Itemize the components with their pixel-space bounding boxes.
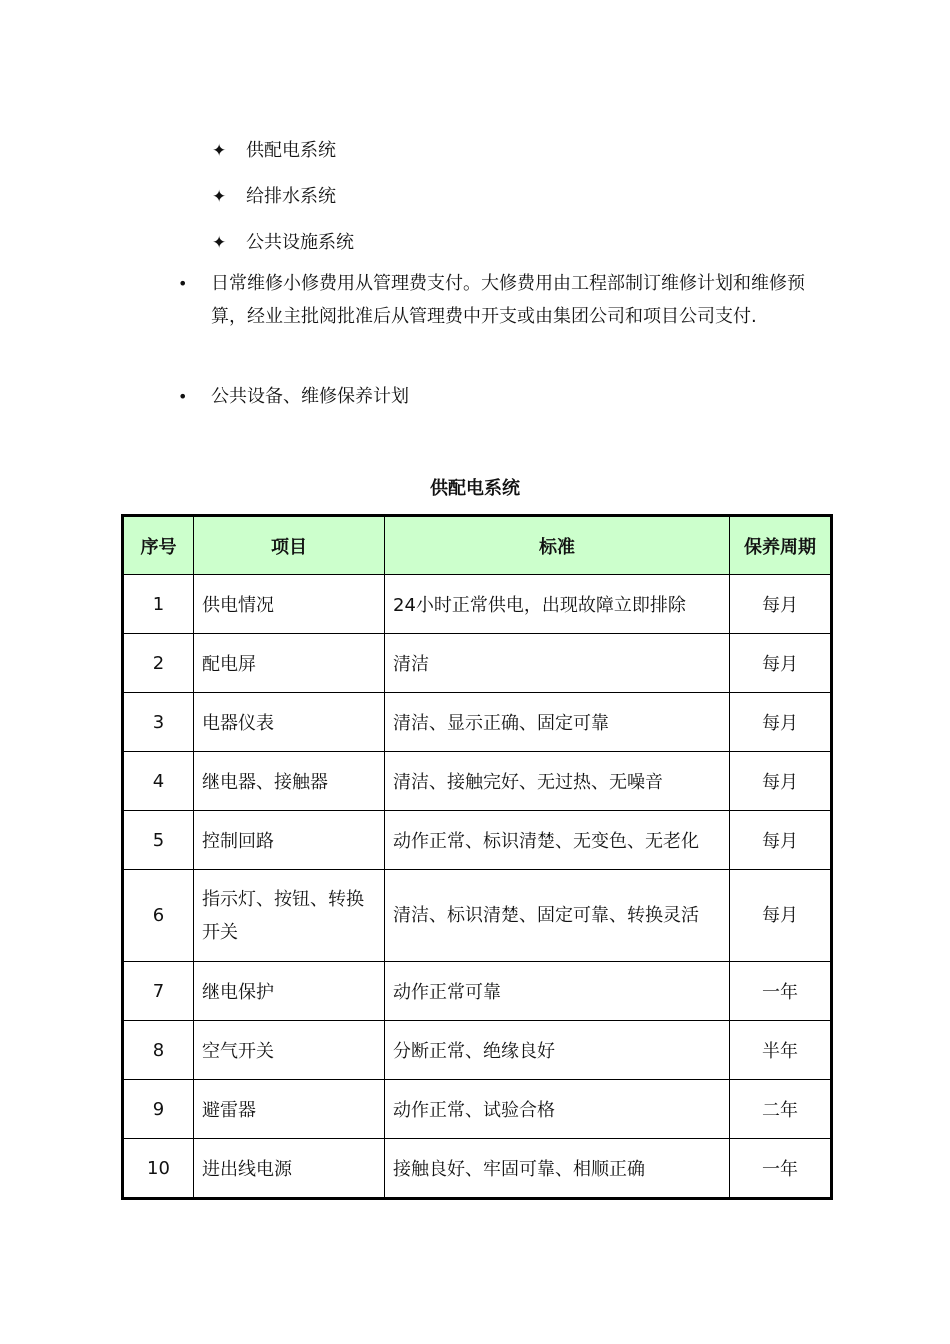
cell-standard: 动作正常、试验合格: [385, 1080, 730, 1139]
list-item: [212, 128, 354, 174]
cell-standard: 动作正常可靠: [385, 962, 730, 1021]
cell-cycle: 一年: [730, 1139, 832, 1199]
bullet-list: [178, 380, 818, 413]
cell-index: 6: [123, 870, 194, 962]
cell-index: 2: [123, 634, 194, 693]
star-bullet-icon: ✦: [212, 187, 227, 207]
paragraph: 公共设备、维修保养计划: [211, 386, 409, 407]
list-item-text: 供配电系统: [246, 140, 336, 161]
cell-standard: 清洁: [385, 634, 730, 693]
table-title: 供配电系统: [430, 478, 520, 499]
cell-item: 电器仪表: [194, 693, 385, 752]
cell-cycle: 每月: [730, 870, 832, 962]
cell-cycle: 每月: [730, 575, 832, 634]
table-header-row: [123, 516, 832, 575]
cell-standard: 动作正常、标识清楚、无变色、无老化: [385, 811, 730, 870]
cell-standard: 清洁、显示正确、固定可靠: [385, 693, 730, 752]
star-bullet-icon: ✦: [212, 141, 227, 161]
table-row: [123, 1080, 832, 1139]
paragraph: 日常维修小修费用从管理费支付。大修费用由工程部制订维修计划和维修预算，经业主批阅批准后从管理费中开支或由集团公司和项目公司支付.: [211, 273, 805, 327]
sub-list: [212, 128, 354, 266]
bullet-icon: •: [178, 274, 188, 293]
cell-item: 配电屏: [194, 634, 385, 693]
cell-item: 指示灯、按钮、转换开关: [194, 870, 385, 962]
cell-cycle: 每月: [730, 811, 832, 870]
bullet-icon: •: [178, 387, 188, 406]
column-header: 项目: [194, 516, 385, 575]
cell-cycle: 每月: [730, 693, 832, 752]
cell-index: 8: [123, 1021, 194, 1080]
table-row: [123, 811, 832, 870]
column-header: 标准: [385, 516, 730, 575]
maintenance-table: [121, 514, 833, 1200]
cell-index: 5: [123, 811, 194, 870]
cell-cycle: 半年: [730, 1021, 832, 1080]
table-row: [123, 870, 832, 962]
cell-index: 10: [123, 1139, 194, 1199]
table-row: [123, 693, 832, 752]
cell-cycle: 每月: [730, 634, 832, 693]
cell-standard: 清洁、接触完好、无过热、无噪音: [385, 752, 730, 811]
cell-item: 供电情况: [194, 575, 385, 634]
list-item: [212, 220, 354, 266]
cell-item: 继电保护: [194, 962, 385, 1021]
cell-index: 4: [123, 752, 194, 811]
list-item: [178, 380, 818, 413]
cell-cycle: 二年: [730, 1080, 832, 1139]
table-row: [123, 1021, 832, 1080]
cell-item: 继电器、接触器: [194, 752, 385, 811]
cell-index: 9: [123, 1080, 194, 1139]
cell-cycle: 一年: [730, 962, 832, 1021]
cell-item: 空气开关: [194, 1021, 385, 1080]
cell-standard: 接触良好、牢固可靠、相顺正确: [385, 1139, 730, 1199]
cell-item: 控制回路: [194, 811, 385, 870]
cell-standard: 24小时正常供电，出现故障立即排除: [385, 575, 730, 634]
cell-cycle: 每月: [730, 752, 832, 811]
list-item: [212, 174, 354, 220]
cell-standard: 清洁、标识清楚、固定可靠、转换灵活: [385, 870, 730, 962]
bullet-list: [178, 267, 818, 333]
table-row: [123, 1139, 832, 1199]
cell-standard: 分断正常、绝缘良好: [385, 1021, 730, 1080]
cell-index: 1: [123, 575, 194, 634]
star-bullet-icon: ✦: [212, 233, 227, 253]
table-row: [123, 962, 832, 1021]
column-header: 保养周期: [730, 516, 832, 575]
column-header: 序号: [123, 516, 194, 575]
table-row: [123, 634, 832, 693]
cell-item: 避雷器: [194, 1080, 385, 1139]
cell-index: 7: [123, 962, 194, 1021]
list-item: [178, 267, 818, 333]
cell-item: 进出线电源: [194, 1139, 385, 1199]
list-item-text: 公共设施系统: [246, 232, 354, 253]
table-row: [123, 575, 832, 634]
list-item-text: 给排水系统: [246, 186, 336, 207]
table-row: [123, 752, 832, 811]
cell-index: 3: [123, 693, 194, 752]
